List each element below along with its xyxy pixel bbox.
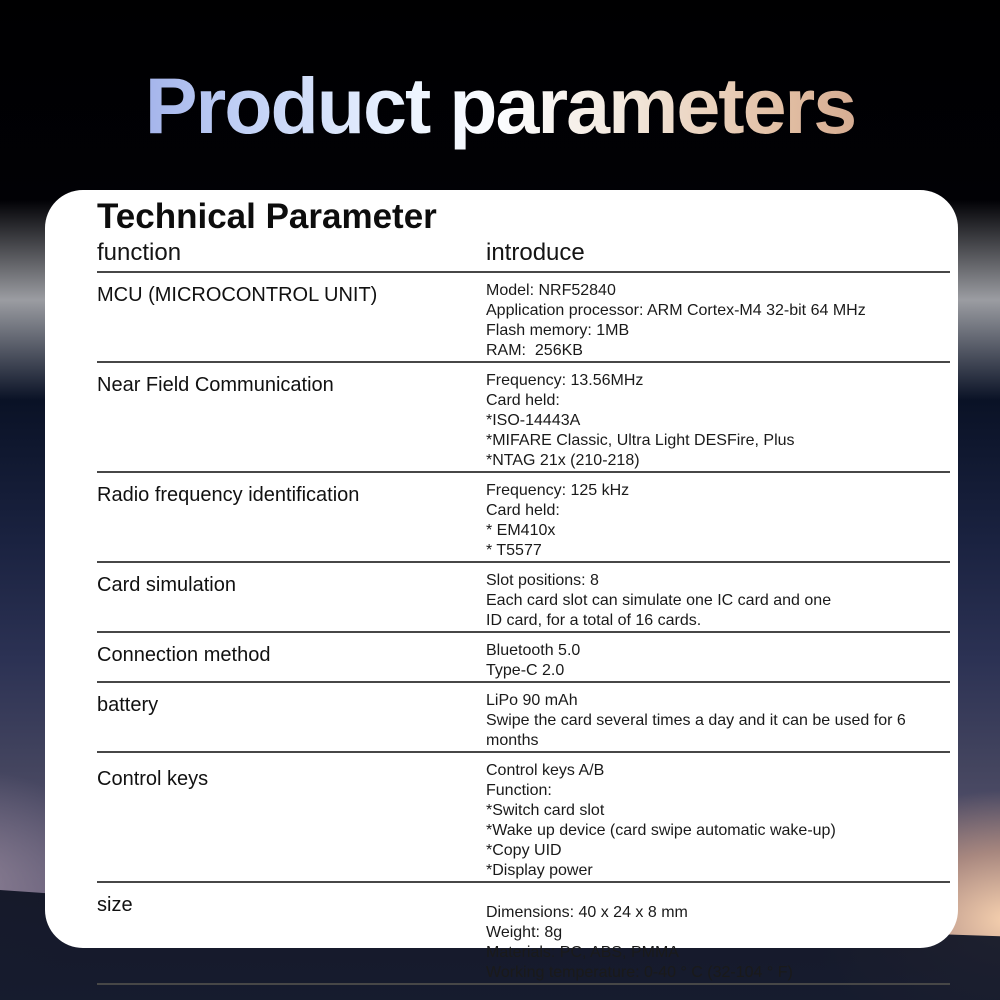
introduce-line: Card held: [486,502,560,520]
introduce-line: *Copy UID [486,842,562,860]
column-header-introduce: introduce [486,238,585,266]
introduce-line: Bluetooth 5.0 [486,642,581,660]
row-introduce-value [486,281,950,361]
row-function-label: size [97,894,133,917]
introduce-line: *Wake up device (card swipe automatic wake-up) [486,822,836,840]
introduce-line: *NTAG 21x (210-218) [486,452,640,470]
introduce-line: ID card, for a total of 16 cards. [486,612,702,630]
introduce-line: Dimensions: 40 x 24 x 8 mm [486,904,688,922]
row-function-label: battery [97,694,159,717]
row-introduce-value [486,891,950,983]
row-function-label: Card simulation [97,574,236,597]
introduce-line: *Display power [486,862,593,880]
page-title: Product parameters [0,60,1000,152]
row-function-label: Radio frequency identification [97,484,360,507]
introduce-line: RAM: 256KB [486,342,583,360]
introduce-line: Slot positions: 8 [486,572,599,590]
introduce-line: * EM410x [486,522,556,540]
column-header-function: function [97,238,182,266]
introduce-line: Flash memory: 1MB [486,322,630,340]
introduce-line: Card held: [486,392,560,410]
introduce-line: Frequency: 13.56MHz [486,372,644,390]
row-introduce-value [486,641,950,681]
spec-card [45,190,958,982]
introduce-line: Function: [486,782,552,800]
introduce-line: Materials: PC, ABS, PMMA [486,944,679,962]
introduce-line: *Switch card slot [486,802,605,820]
row-introduce-value [486,691,950,751]
table-header [97,239,950,274]
introduce-line: Working temperature: 0-40 ° C (32-104 ° F) [486,964,793,982]
row-function-label: MCU (MICROCONTROL UNIT) [97,284,378,307]
spec-row [97,633,950,683]
spec-row [97,753,950,883]
introduce-line: Swipe the card several times a day and it can be used for 6 months [486,712,911,750]
row-function-label: Control keys [97,768,209,791]
row-introduce-value [486,571,950,631]
introduce-line: *MIFARE Classic, Ultra Light DESFire, Plus [486,432,795,450]
row-introduce-value [486,371,950,471]
introduce-line: Type-C 2.0 [486,662,565,680]
spec-row [97,883,950,985]
introduce-line: Model: NRF52840 [486,282,616,300]
row-introduce-value [486,761,950,881]
spec-row [97,563,950,633]
spec-row [97,473,950,563]
card-heading: Technical Parameter [97,197,437,236]
spec-row [97,363,950,473]
row-function-label: Near Field Communication [97,374,334,397]
introduce-line: Weight: 8g [486,924,563,942]
introduce-line: Application processor: ARM Cortex-M4 32-bit 64 MHz [486,302,866,320]
spec-row [97,683,950,753]
introduce-line: Each card slot can simulate one IC card and one [486,592,832,610]
introduce-line: LiPo 90 mAh [486,692,578,710]
row-introduce-value [486,481,950,561]
introduce-line: *ISO-14443A [486,412,581,430]
introduce-line: Control keys A/B [486,762,605,780]
spec-row [97,273,950,363]
introduce-line: * T5577 [486,542,542,560]
row-function-label: Connection method [97,644,271,667]
introduce-line: Frequency: 125 kHz [486,482,630,500]
spec-table-body [97,273,950,985]
